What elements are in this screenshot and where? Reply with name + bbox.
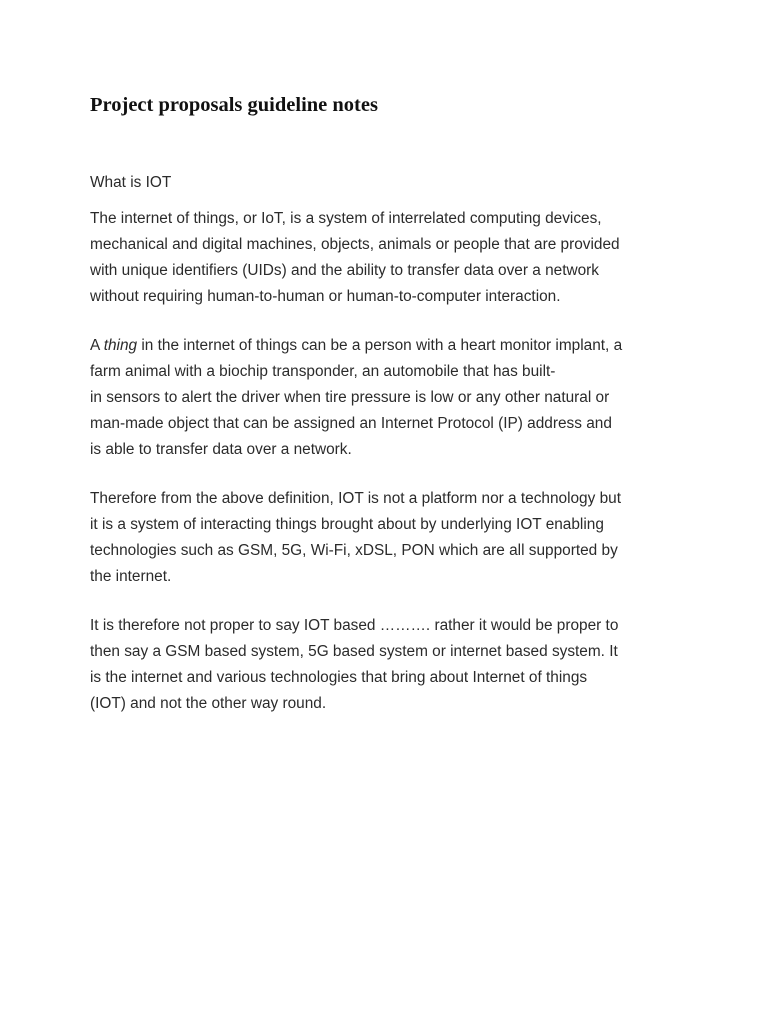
paragraph-definition — [90, 206, 690, 310]
paragraph-conclusion — [90, 486, 690, 590]
paragraph-line: in sensors to alert the driver when tire pressure is low or any other natural or — [90, 389, 610, 406]
paragraph-line: farm animal with a biochip transponder, an automobile that has built- — [90, 363, 556, 380]
paragraph-line: man-made object that can be assigned an Internet Protocol (IP) address and — [90, 415, 612, 432]
line-suffix: in the internet of things can be a person with a heart monitor implant, a — [137, 337, 623, 354]
paragraph-line: without requiring human-to-human or human-to-computer interaction. — [90, 288, 561, 305]
paragraph-line: it is a system of interacting things brought about by underlying IOT enabling — [90, 516, 604, 533]
paragraph-line — [90, 333, 690, 359]
paragraph-line: with unique identifiers (UIDs) and the ability to transfer data over a network — [90, 262, 599, 279]
paragraph-line: (IOT) and not the other way round. — [90, 695, 327, 712]
paragraph-line: is able to transfer data over a network. — [90, 441, 352, 458]
paragraph-line: is the internet and various technologies that bring about Internet of things — [90, 669, 588, 686]
paragraph-line: The internet of things, or IoT, is a system of interrelated computing devices, — [90, 210, 602, 227]
line-prefix: A — [90, 337, 104, 354]
document-body — [90, 170, 690, 717]
paragraph-line: the internet. — [90, 568, 172, 585]
paragraph-line: then say a GSM based system, 5G based system or internet based system. It — [90, 643, 618, 660]
italic-thing: thing — [103, 337, 138, 354]
paragraph-thing — [90, 333, 690, 463]
paragraph-line: mechanical and digital machines, objects, animals or people that are provided — [90, 236, 620, 253]
section-heading: What is IOT — [90, 174, 172, 191]
paragraph-line: technologies such as GSM, 5G, Wi-Fi, xDSL, PON which are all supported by — [90, 542, 618, 559]
document-title: Project proposals guideline notes — [90, 94, 378, 116]
paragraph-remark — [90, 613, 690, 717]
paragraph-line: It is therefore not proper to say IOT based ………. rather it would be proper to — [90, 617, 619, 634]
paragraph-line: Therefore from the above definition, IOT is not a platform nor a technology but — [90, 490, 621, 507]
